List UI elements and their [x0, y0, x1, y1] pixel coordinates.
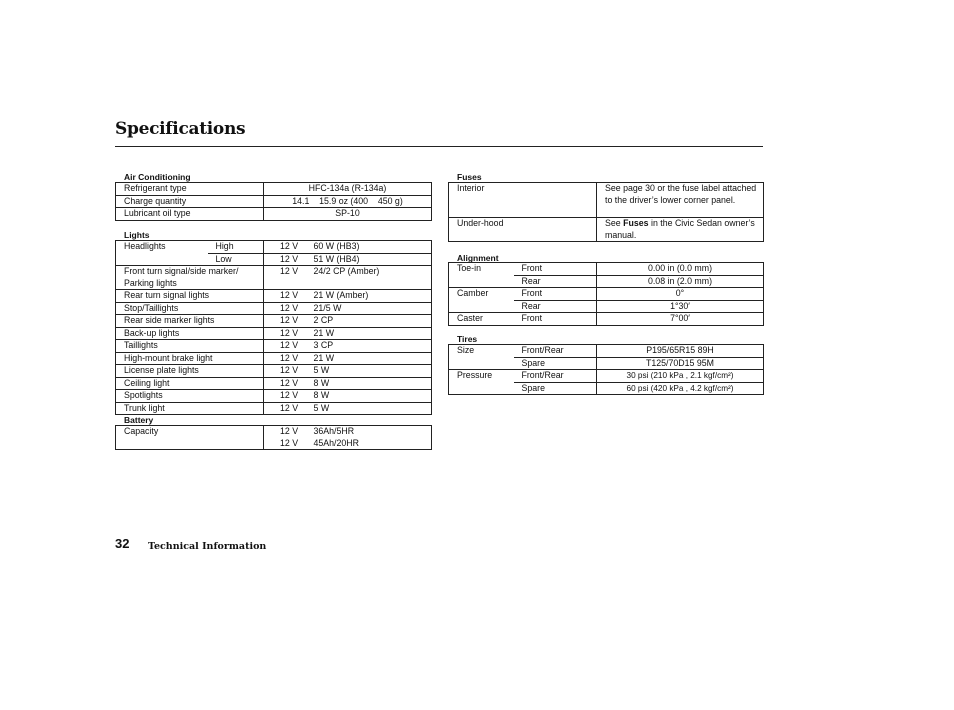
light-wattage: 21 W [310, 327, 432, 340]
charge-quantity-value: 14.1 15.9 oz (400 450 g) [264, 195, 432, 208]
table-row [116, 266, 432, 278]
light-voltage: 12 V [264, 266, 310, 278]
tire-position: Front/Rear [514, 345, 597, 358]
table-row [116, 183, 432, 196]
headlights-high-wattage: 60 W (HB3) [310, 241, 432, 254]
light-wattage: 8 W [310, 377, 432, 390]
table-row [116, 438, 432, 450]
table-row [116, 377, 432, 390]
light-wattage: 5 W [310, 365, 432, 378]
headlights-label: Headlights [116, 241, 208, 254]
alignment-position: Front [514, 313, 597, 326]
alignment-position: Front [514, 288, 597, 301]
table-row [449, 313, 764, 326]
table-row [449, 382, 764, 395]
light-voltage: 12 V [264, 327, 310, 340]
alignment-label [449, 300, 514, 313]
light-wattage: 3 CP [310, 340, 432, 353]
battery-capacity-value: 45Ah/20HR [310, 438, 432, 450]
headlights-low-wattage: 51 W (HB4) [310, 253, 432, 266]
light-wattage: 21/5 W [310, 302, 432, 315]
battery-voltage: 12 V [264, 426, 310, 438]
alignment-heading: Alignment [457, 253, 499, 263]
tire-value: 60 psi (420 kPa , 4.2 kgf/cm²) [597, 382, 764, 395]
light-voltage [264, 278, 310, 290]
alignment-label: Camber [449, 288, 514, 301]
fuses-underhood-label: Under-hood [449, 218, 597, 242]
light-label: Back-up lights [116, 327, 264, 340]
light-wattage: 21 W [310, 352, 432, 365]
tire-label [449, 357, 514, 370]
table-row [116, 241, 432, 254]
light-wattage: 2 CP [310, 315, 432, 328]
battery-voltage: 12 V [264, 438, 310, 450]
footer-section-title: Technical Information [148, 541, 267, 552]
light-label: Rear turn signal lights [116, 290, 264, 303]
fuses-heading: Fuses [457, 172, 482, 182]
table-row [116, 302, 432, 315]
tire-label: Size [449, 345, 514, 358]
table-row [116, 426, 432, 438]
light-wattage: 5 W [310, 402, 432, 415]
light-wattage [310, 278, 432, 290]
tire-value: 30 psi (210 kPa , 2.1 kgf/cm²) [597, 370, 764, 383]
light-voltage: 12 V [264, 340, 310, 353]
table-row [449, 345, 764, 358]
alignment-value: 1°30′ [597, 300, 764, 313]
headlights-low-voltage: 12 V [264, 253, 310, 266]
battery-capacity-label: Capacity [116, 426, 264, 438]
alignment-value: 0° [597, 288, 764, 301]
table-row [449, 357, 764, 370]
tires-table [448, 344, 764, 395]
table-row [116, 290, 432, 303]
lights-table [115, 240, 432, 415]
light-voltage: 12 V [264, 302, 310, 315]
table-row [116, 253, 432, 266]
table-row [116, 278, 432, 290]
lubricant-oil-label: Lubricant oil type [116, 208, 264, 221]
fuses-table [448, 182, 764, 242]
air-conditioning-heading: Air Conditioning [124, 172, 191, 182]
fuses-underhood-text: See Fuses in the Civic Sedan owner’s manual. [597, 218, 764, 242]
refrigerant-type-label: Refrigerant type [116, 183, 264, 196]
page-number: 32 [115, 536, 130, 551]
tire-value: T125/70D15 95M [597, 357, 764, 370]
table-row [449, 300, 764, 313]
table-row [116, 390, 432, 403]
light-wattage: 24/2 CP (Amber) [310, 266, 432, 278]
refrigerant-type-value: HFC-134a (R-134a) [264, 183, 432, 196]
tire-label [449, 382, 514, 395]
alignment-position: Rear [514, 300, 597, 313]
headlights-high-voltage: 12 V [264, 241, 310, 254]
light-label: Ceiling light [116, 377, 264, 390]
table-row [116, 402, 432, 415]
tire-value: P195/65R15 89H [597, 345, 764, 358]
alignment-position: Rear [514, 275, 597, 288]
battery-capacity-value: 36Ah/5HR [310, 426, 432, 438]
charge-quantity-label: Charge quantity [116, 195, 264, 208]
light-wattage: 21 W (Amber) [310, 290, 432, 303]
light-voltage: 12 V [264, 365, 310, 378]
light-label: High-mount brake light [116, 352, 264, 365]
light-wattage: 8 W [310, 390, 432, 403]
alignment-position: Front [514, 263, 597, 276]
light-voltage: 12 V [264, 402, 310, 415]
tire-position: Spare [514, 357, 597, 370]
tire-position: Spare [514, 382, 597, 395]
lubricant-oil-value: SP-10 [264, 208, 432, 221]
tire-label: Pressure [449, 370, 514, 383]
table-row [449, 370, 764, 383]
title-rule [115, 146, 763, 147]
table-row [116, 365, 432, 378]
battery-heading: Battery [124, 415, 154, 425]
light-label: Stop/Taillights [116, 302, 264, 315]
fuses-keyword: Fuses [623, 218, 649, 228]
light-label: Taillights [116, 340, 264, 353]
table-row [116, 327, 432, 340]
light-label: Parking lights [116, 278, 264, 290]
light-voltage: 12 V [264, 352, 310, 365]
table-row [116, 340, 432, 353]
table-row [116, 195, 432, 208]
light-voltage: 12 V [264, 315, 310, 328]
alignment-value: 0.00 in (0.0 mm) [597, 263, 764, 276]
headlights-high: High [208, 241, 264, 254]
table-row [116, 352, 432, 365]
page-title: Specifications [115, 119, 246, 139]
light-label: Front turn signal/side marker/ [116, 266, 264, 278]
alignment-label: Caster [449, 313, 514, 326]
light-label: Spotlights [116, 390, 264, 403]
table-row [449, 275, 764, 288]
light-voltage: 12 V [264, 377, 310, 390]
alignment-label: Toe-in [449, 263, 514, 276]
table-row [116, 315, 432, 328]
air-conditioning-table [115, 182, 432, 221]
light-voltage: 12 V [264, 290, 310, 303]
light-label: Rear side marker lights [116, 315, 264, 328]
fuses-interior-text: See page 30 or the fuse label attached to the driver’s lower corner panel. [597, 183, 764, 218]
tires-heading: Tires [457, 334, 478, 344]
table-row [449, 183, 764, 218]
battery-table [115, 425, 432, 450]
light-label: License plate lights [116, 365, 264, 378]
headlights-low: Low [208, 253, 264, 266]
tire-position: Front/Rear [514, 370, 597, 383]
light-voltage: 12 V [264, 390, 310, 403]
table-row [116, 208, 432, 221]
table-row [449, 288, 764, 301]
alignment-value: 7°00′ [597, 313, 764, 326]
alignment-label [449, 275, 514, 288]
table-row [449, 218, 764, 242]
light-label: Trunk light [116, 402, 264, 415]
fuses-interior-label: Interior [449, 183, 597, 218]
lights-heading: Lights [124, 230, 150, 240]
table-row [449, 263, 764, 276]
alignment-table [448, 262, 764, 326]
alignment-value: 0.08 in (2.0 mm) [597, 275, 764, 288]
